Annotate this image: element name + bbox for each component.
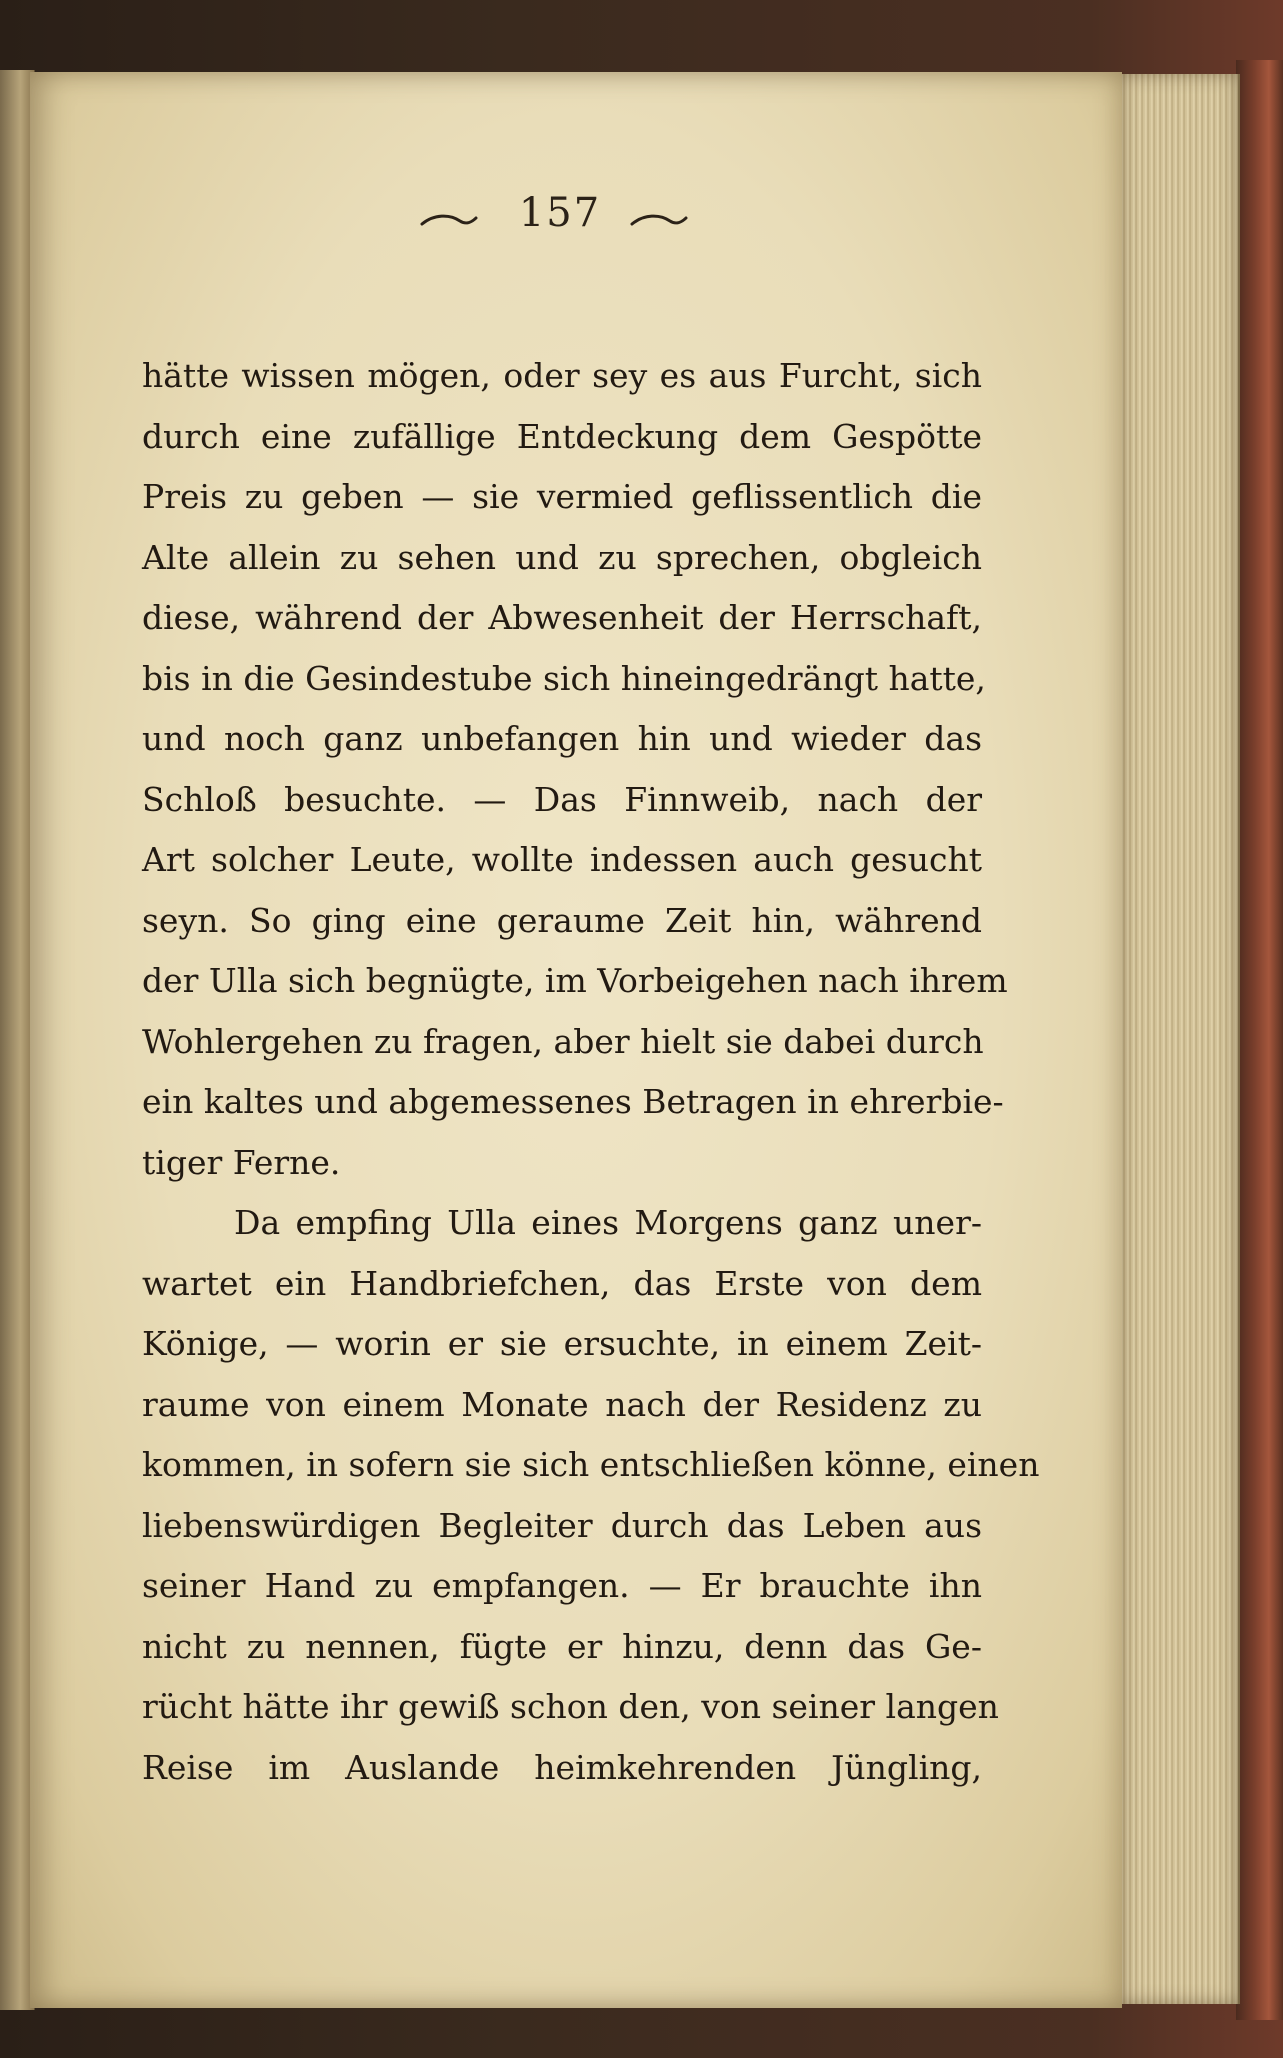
book-page: [30, 72, 1122, 2008]
right-ornament-icon: [630, 212, 688, 230]
text-line: liebenswürdigen Begleiter durch das Leben aus: [142, 1505, 982, 1545]
text-line: Wohlergehen zu fragen, aber hielt sie dabei durch: [142, 1021, 984, 1061]
text-line: Preis zu geben — sie vermied geflissentlich die: [142, 477, 982, 516]
text-line: und noch ganz unbefangen hin und wieder das: [142, 719, 982, 758]
text-line: kommen, in sofern sie sich entschließen könne, einen: [142, 1445, 1040, 1484]
text-line: seyn. So ging eine geraume Zeit hin, während: [142, 900, 982, 940]
text-line: Da empfing Ulla eines Morgens ganz uner-: [234, 1203, 982, 1242]
text-line: raume von einem Monate nach der Residenz zu: [142, 1384, 982, 1424]
text-line: hätte wissen mögen, oder sey es aus Furcht, sich: [142, 356, 982, 395]
text-line: Schloß besuchte. — Das Finnweib, nach der: [142, 779, 982, 819]
text-line: Alte allein zu sehen und zu sprechen, obgleich: [142, 537, 982, 577]
text-line: bis in die Gesindestube sich hineingedrängt hatte,: [142, 658, 986, 698]
text-line: Könige, — worin er sie ersuchte, in einem Zeit-: [142, 1324, 982, 1363]
text-line: tiger Ferne.: [142, 1142, 341, 1182]
page-number: 157: [518, 190, 602, 236]
left-ornament-icon: [420, 212, 478, 230]
text-line: Art solcher Leute, wollte indessen auch gesucht: [142, 840, 982, 879]
text-line: Reise im Auslande heimkehrenden Jüngling,: [142, 1747, 982, 1787]
page-header: [30, 190, 1122, 250]
text-line: durch eine zufällige Entdeckung dem Gespötte: [142, 416, 982, 456]
stacked-page-edges: [1118, 74, 1240, 2004]
text-line: nicht zu nennen, fügte er hinzu, denn das Ge-: [142, 1626, 982, 1666]
text-line: ein kaltes und abgemessenes Betragen in ehrerbie-: [142, 1082, 1004, 1121]
text-line: rücht hätte ihr gewiß schon den, von seiner langen: [142, 1687, 999, 1726]
text-line: der Ulla sich begnügte, im Vorbeigehen nach ihrem: [142, 961, 1008, 1000]
text-line: seiner Hand zu empfangen. — Er brauchte ihn: [142, 1566, 982, 1605]
text-line: diese, während der Abwesenheit der Herrschaft,: [142, 598, 982, 637]
text-line: wartet ein Handbriefchen, das Erste von dem: [142, 1263, 982, 1303]
book-binding: [1236, 60, 1283, 2020]
body-text: [142, 346, 1040, 1798]
